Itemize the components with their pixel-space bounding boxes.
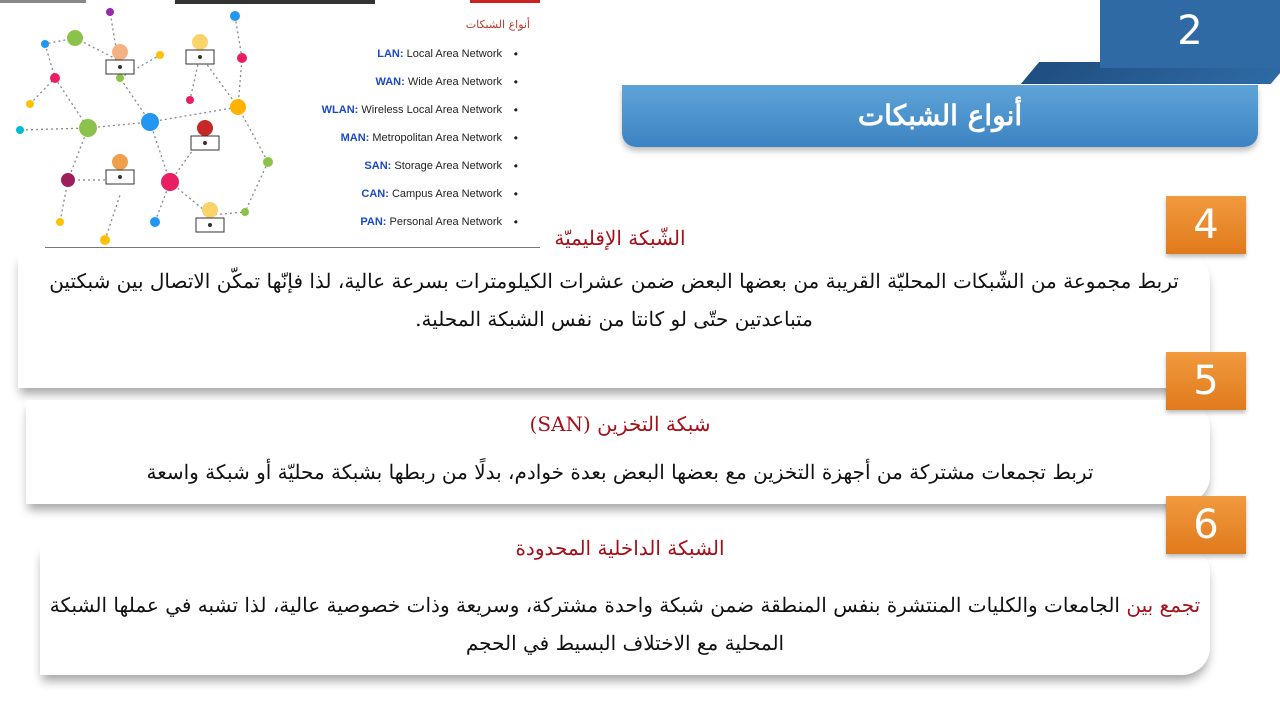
- page-title: أنواع الشبكات: [857, 99, 1023, 132]
- network-illustration: [0, 0, 540, 250]
- slide-number: 2: [1177, 8, 1203, 54]
- section-title: شبكة التخزين (SAN): [529, 412, 711, 436]
- highlight-text: تجمع بين: [1126, 593, 1201, 617]
- list-item: SAN: Storage Area Network •: [364, 159, 518, 173]
- section-body: تربط مجموعة من الشّبكات المحليّة القريبة من بعضها البعض ضمن عشرات الكيلومترات بسرعة عالية، لذا فإنّها تمكّن الاتصال بين شبكتين متباعدتين حتّى لو كانتا من نفس الشبكة المحلية.: [49, 269, 1179, 331]
- illustration-top-rule: [470, 0, 540, 3]
- list-item: WAN: Wide Area Network •: [375, 75, 518, 89]
- section-body: تجمع بين الجامعات والكليات المنتشرة بنفس المنطقة ضمن شبكة واحدة مشتركة، وسريعة وذات خصوصية عالية، لذا تشبه في عملها الشبكة المحلية مع الاختلاف البسيط في الحجم: [49, 593, 1201, 655]
- section-title: الشّبكة الإقليميّة: [554, 226, 686, 250]
- network-graph-icon: [0, 0, 300, 250]
- section-number-badge: 6: [1166, 496, 1246, 554]
- section-number-badge: 5: [1166, 352, 1246, 410]
- list-item: WLAN: Wireless Local Area Network •: [321, 103, 518, 117]
- list-item: CAN: Campus Area Network •: [361, 187, 518, 201]
- network-types-list: [280, 40, 540, 236]
- section-body: تربط تجمعات مشتركة من أجهزة التخزين مع بعضها البعض بعدة خوادم، بدلًا من ربطها بشبكة محليّة أو شبكة واسعة: [146, 460, 1094, 484]
- network-types-heading: أنواع الشبكات: [465, 18, 530, 31]
- list-item: LAN: Local Area Network •: [377, 47, 518, 61]
- list-item: PAN: Personal Area Network •: [360, 215, 518, 229]
- list-item: MAN: Metropolitan Area Network •: [340, 131, 518, 145]
- section-number-badge: 4: [1166, 196, 1246, 254]
- section-title: الشبكة الداخلية المحدودة: [515, 536, 725, 560]
